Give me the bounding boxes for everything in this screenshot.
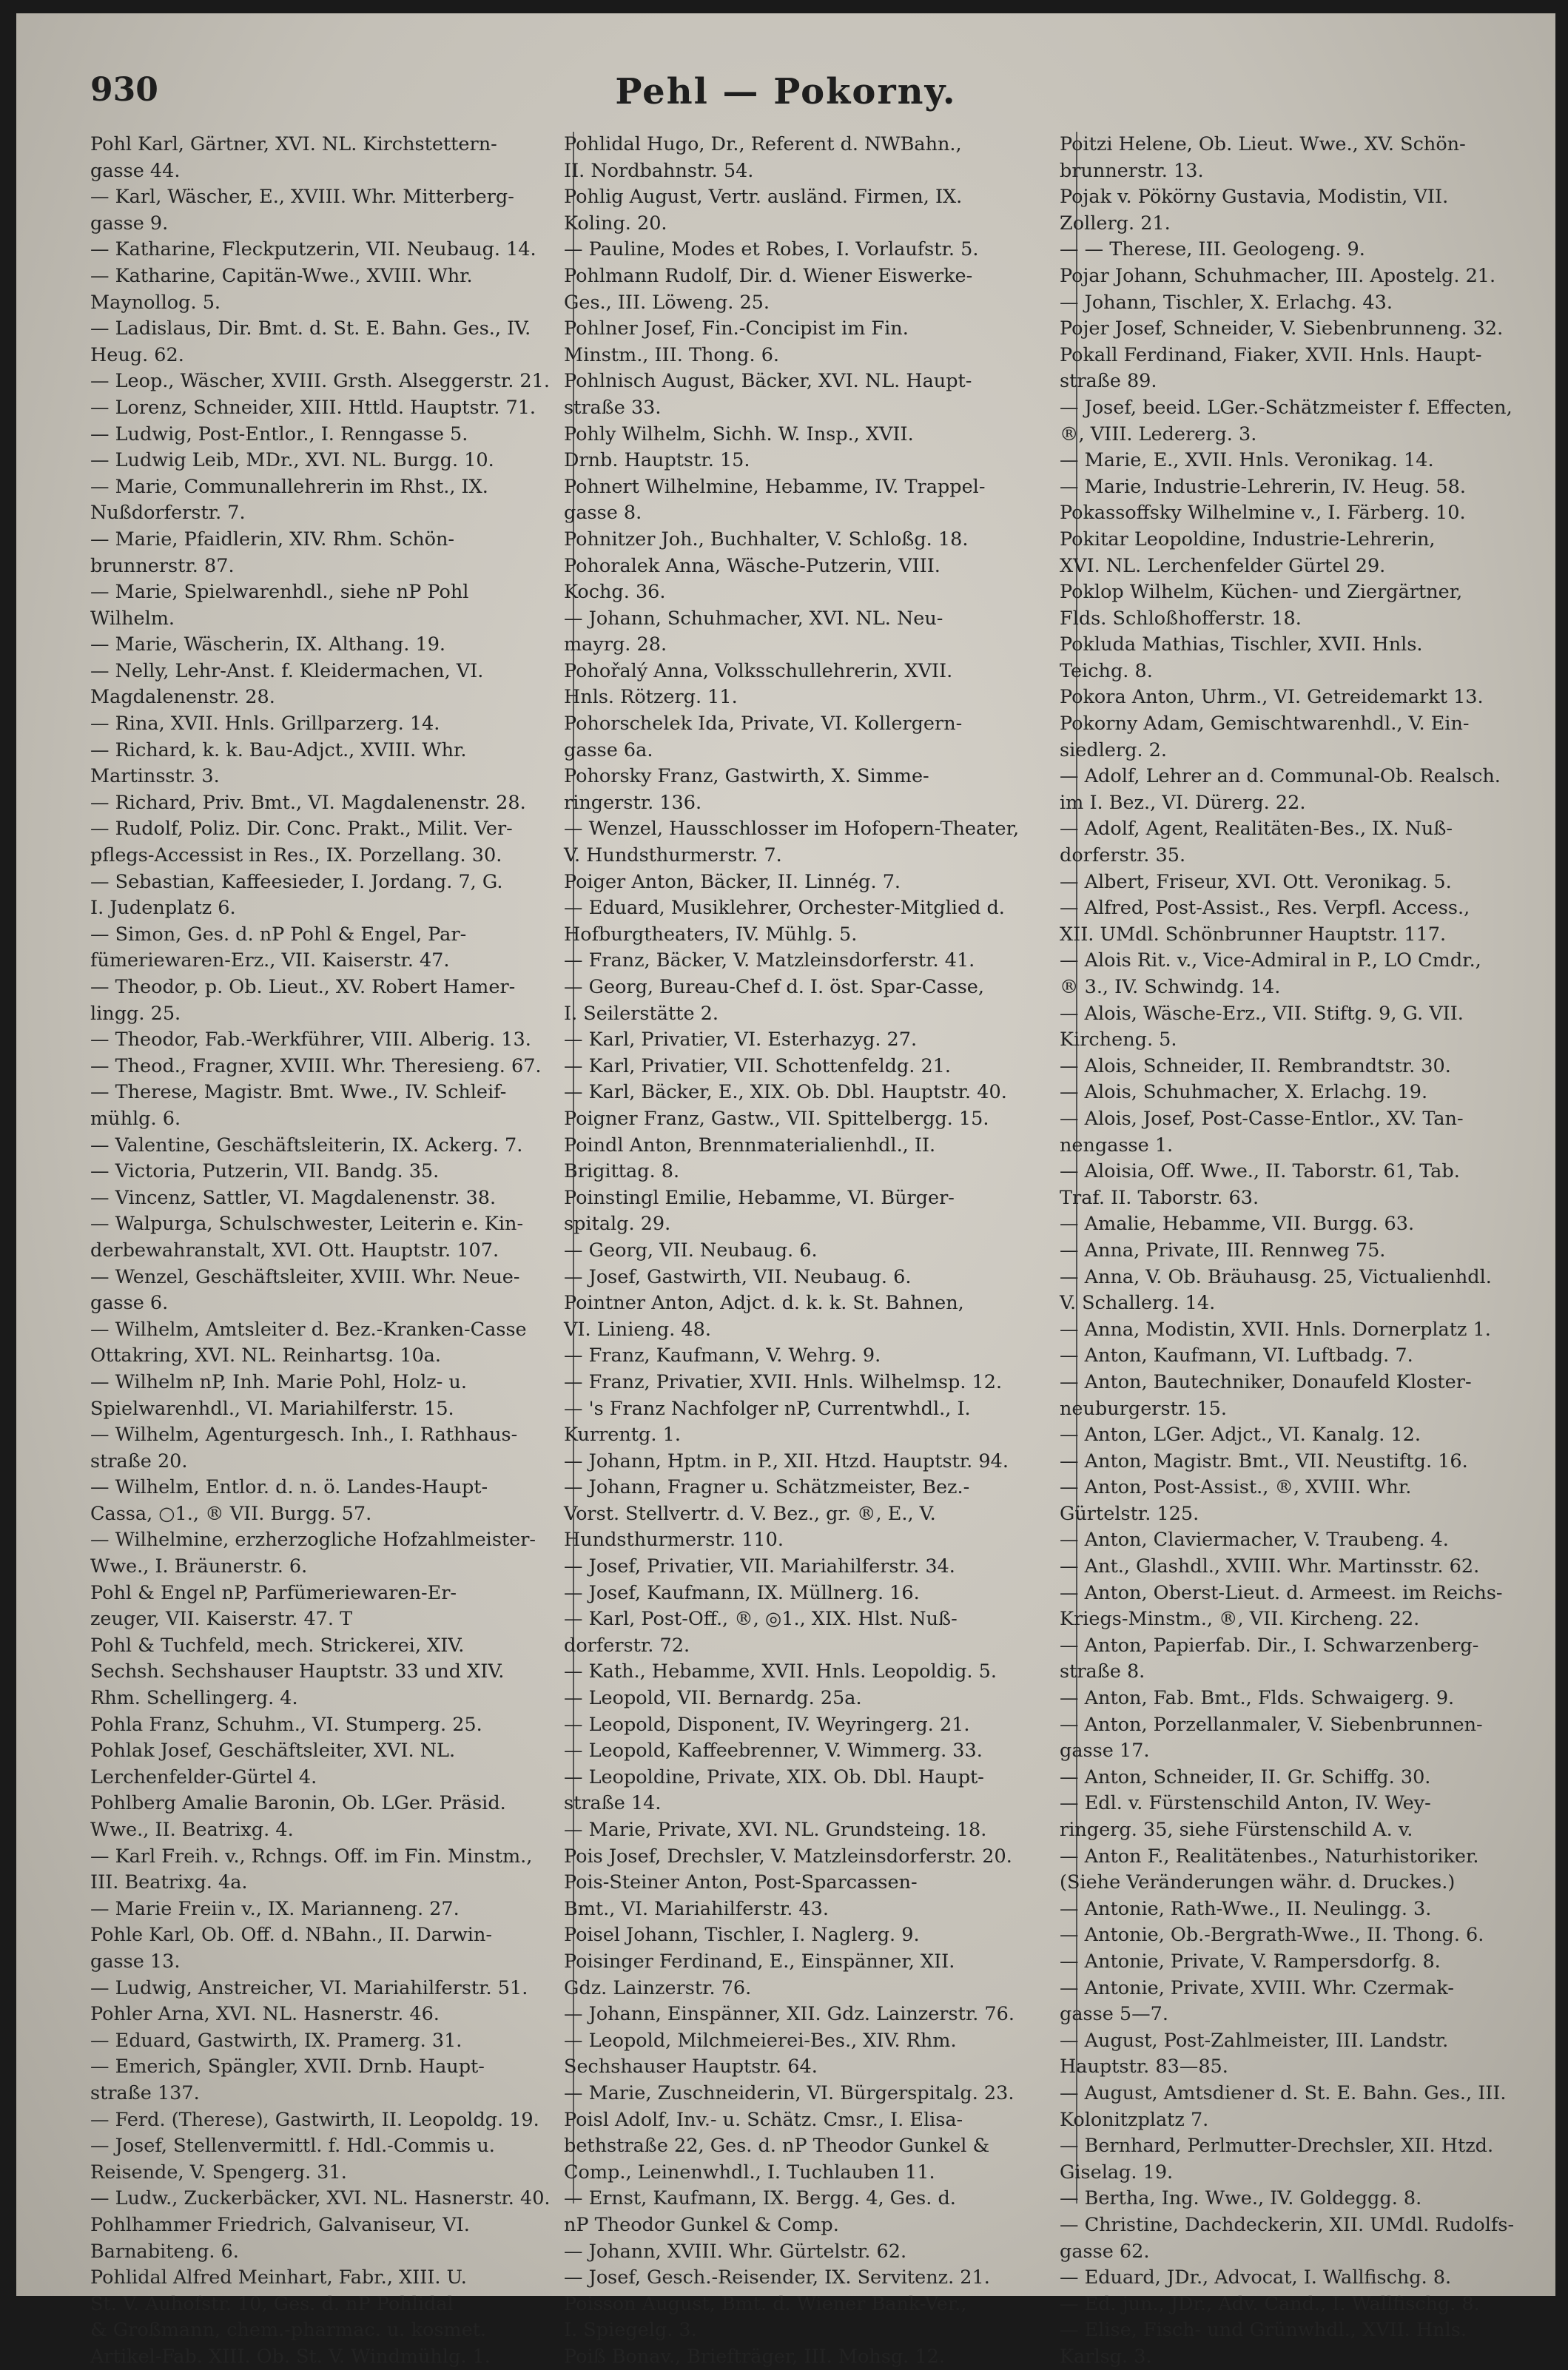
directory-line: — August, Post-Zahlmeister, III. Landstr. <box>1060 2029 1449 2052</box>
directory-line: Kriegs-Minstm., ®, VII. Kircheng. 22. <box>1060 1608 1420 1631</box>
directory-line: Pohly Wilhelm, Sichh. W. Insp., XVII. <box>564 423 914 445</box>
directory-line: — Simon, Ges. d. nP Pohl & Engel, Par- <box>90 923 467 946</box>
directory-line: — Eduard, Gastwirth, IX. Pramerg. 31. <box>90 2029 462 2052</box>
directory-line: — Leopoldine, Private, XIX. Ob. Dbl. Haupt- <box>564 1765 984 1788</box>
directory-line: Pokitar Leopoldine, Industrie-Lehrerin, <box>1060 528 1436 551</box>
directory-line: — Anna, Private, III. Rennweg 75. <box>1060 1239 1386 1262</box>
directory-line: Vorst. Stellvertr. d. V. Bez., gr. ®, E., V. <box>564 1502 936 1525</box>
directory-line: — Marie, Pfaidlerin, XIV. Rhm. Schön- <box>90 528 455 551</box>
directory-line: Pohlidal Alfred Meinhart, Fabr., XIII. U. <box>90 2266 467 2289</box>
directory-line: Pohl & Engel nP, Parfümeriewaren-Er- <box>90 1581 457 1604</box>
directory-line: Pohorschelek Ida, Private, VI. Kollergern- <box>564 713 963 735</box>
directory-line: Hauptstr. 83—85. <box>1060 2056 1228 2078</box>
directory-line: — Josef, Gastwirth, VII. Neubaug. 6. <box>564 1265 912 1288</box>
directory-line: — Leop., Wäscher, XVIII. Grsth. Alseggerstr. 21. <box>90 370 550 393</box>
directory-line: Poisl Adolf, Inv.- u. Schätz. Cmsr., I. Elisa- <box>564 2108 963 2131</box>
directory-line: Poisinger Ferdinand, E., Einspänner, XII. <box>564 1950 955 1973</box>
directory-line: Giselag. 19. <box>1060 2161 1174 2184</box>
directory-line: Karlsg. 3. <box>1060 2345 1152 2368</box>
directory-line: gasse 13. <box>90 1950 181 1973</box>
directory-line: Poinstingl Emilie, Hebamme, VI. Bürger- <box>564 1186 955 1209</box>
directory-line: Pohler Arna, XVI. NL. Hasnerstr. 46. <box>90 2003 440 2026</box>
directory-line: Pohl Karl, Gärtner, XVI. NL. Kirchstettern- <box>90 133 497 155</box>
directory-line: — Theodor, Fab.-Werkführer, VIII. Alberig. 13. <box>90 1029 531 1051</box>
directory-line: — Franz, Kaufmann, V. Wehrg. 9. <box>564 1344 881 1367</box>
directory-line: Poklop Wilhelm, Küchen- und Ziergärtner, <box>1060 581 1463 604</box>
directory-line: fümeriewaren-Erz., VII. Kaiserstr. 47. <box>90 949 450 972</box>
directory-line: lingg. 25. <box>90 1002 181 1025</box>
directory-line: — Anton, Kaufmann, VI. Luftbadg. 7. <box>1060 1344 1413 1367</box>
directory-line: — Antonie, Ob.-Bergrath-Wwe., II. Thong. 6. <box>1060 1924 1484 1947</box>
directory-line: — Wilhelmine, erzherzogliche Hofzahlmeister- <box>90 1529 536 1552</box>
directory-line: — Rina, XVII. Hnls. Grillparzerg. 14. <box>90 713 440 735</box>
directory-line: — Edl. v. Fürstenschild Anton, IV. Wey- <box>1060 1792 1431 1815</box>
directory-line: Pokassoffsky Wilhelmine v., I. Färberg. 10. <box>1060 502 1466 525</box>
directory-line: Kurrentg. 1. <box>564 1424 681 1447</box>
directory-line: ®, VIII. Ledererg. 3. <box>1060 423 1257 445</box>
directory-page <box>16 13 1555 2368</box>
directory-line: Rhm. Schellingerg. 4. <box>90 1687 298 1710</box>
directory-line: Pohla Franz, Schuhm., VI. Stumperg. 25. <box>90 1713 482 1736</box>
directory-line: Pojak v. Pökörny Gustavia, Modistin, VII. <box>1060 186 1449 209</box>
directory-line: Pohle Karl, Ob. Off. d. NBahn., II. Darwin- <box>90 1924 492 1947</box>
directory-line: — Leopold, Kaffeebrenner, V. Wimmerg. 33. <box>564 1740 983 1763</box>
running-head: Pehl — Pokorny. <box>615 71 957 112</box>
directory-line: straße 8. <box>1060 1660 1145 1683</box>
directory-line: Poisel Johann, Tischler, I. Naglerg. 9. <box>564 1924 920 1947</box>
directory-line: — Karl, Privatier, VII. Schottenfeldg. 21. <box>564 1054 952 1077</box>
directory-line: — Franz, Bäcker, V. Matzleinsdorferstr. 41. <box>564 949 975 972</box>
directory-line: — Ladislaus, Dir. Bmt. d. St. E. Bahn. Ges., IV. <box>90 317 531 340</box>
directory-line: — Ludwig, Post-Entlor., I. Renngasse 5. <box>90 423 468 445</box>
directory-line: — Emerich, Spängler, XVII. Drnb. Haupt- <box>90 2056 485 2078</box>
directory-line: — Anton, Post-Assist., ®, XVIII. Whr. <box>1060 1476 1412 1499</box>
directory-line: Pohlak Josef, Geschäftsleiter, XVI. NL. <box>90 1740 456 1763</box>
directory-line: — Ernst, Kaufmann, IX. Bergg. 4, Ges. d. <box>564 2187 956 2210</box>
directory-line: — Marie, Spielwarenhdl., siehe nP Pohl <box>90 581 469 604</box>
directory-line: gasse 62. <box>1060 2240 1150 2263</box>
directory-line: gasse 6a. <box>564 738 653 761</box>
directory-line: — Albert, Friseur, XVI. Ott. Veronikag. 5. <box>1060 870 1452 893</box>
directory-line: Poisson August, Bmt. d. Wiener Bank-Ver., <box>564 2292 967 2315</box>
directory-line: Pohorsky Franz, Gastwirth, X. Simme- <box>564 765 929 788</box>
directory-line: — 's Franz Nachfolger nP, Currentwhdl., I. <box>564 1397 971 1420</box>
directory-line: — Marie, Zuschneiderin, VI. Bürgerspitalg. 23. <box>564 2081 1015 2104</box>
directory-line: — Wilhelm, Amtsleiter d. Bez.-Kranken-Casse <box>90 1318 527 1341</box>
directory-line: — Johann, Einspänner, XII. Gdz. Lainzerstr. 76. <box>564 2003 1015 2026</box>
directory-line: Pohlig August, Vertr. ausländ. Firmen, IX. <box>564 186 963 209</box>
directory-line: Zollerg. 21. <box>1060 212 1171 235</box>
directory-line: brunnerstr. 13. <box>1060 159 1204 182</box>
directory-line: Spielwarenhdl., VI. Mariahilferstr. 15. <box>90 1397 454 1420</box>
directory-line: — Wenzel, Geschäftsleiter, XVIII. Whr. Neue- <box>90 1265 520 1288</box>
directory-line: spitalg. 29. <box>564 1213 671 1236</box>
directory-line: — Ant., Glashdl., XVIII. Whr. Martinsstr. 62. <box>1060 1555 1480 1578</box>
directory-line: — Wilhelm, Agenturgesch. Inh., I. Rathhaus- <box>90 1424 518 1447</box>
directory-line: derbewahranstalt, XVI. Ott. Hauptstr. 107. <box>90 1239 499 1262</box>
directory-line: Lerchenfelder-Gürtel 4. <box>90 1765 317 1788</box>
directory-line: straße 137. <box>90 2081 200 2104</box>
page-header <box>16 71 1555 123</box>
directory-line: Poiger Anton, Bäcker, II. Linnég. 7. <box>564 870 901 893</box>
directory-line: Ges., III. Löweng. 25. <box>564 291 770 314</box>
directory-line: — Katharine, Fleckputzerin, VII. Neubaug. 14. <box>90 238 536 261</box>
directory-line: straße 89. <box>1060 370 1157 393</box>
directory-line: — Anton F., Realitätenbes., Naturhistoriker. <box>1060 1845 1479 1868</box>
directory-line: — Anna, Modistin, XVII. Hnls. Dornerplatz 1. <box>1060 1318 1491 1341</box>
directory-line: Flds. Schloßhofferstr. 18. <box>1060 607 1302 630</box>
directory-line: — Anton, Claviermacher, V. Traubeng. 4. <box>1060 1529 1449 1552</box>
directory-line: Koling. 20. <box>564 212 667 235</box>
directory-line: Wwe., II. Beatrixg. 4. <box>90 1819 294 1841</box>
directory-line: — Karl, Wäscher, E., XVIII. Whr. Mitterberg- <box>90 186 514 209</box>
directory-line: Pohlmann Rudolf, Dir. d. Wiener Eiswerke- <box>564 264 973 287</box>
directory-line: — Johann, Hptm. in P., XII. Htzd. Hauptstr. 94. <box>564 1450 1009 1472</box>
directory-line: Kochg. 36. <box>564 581 666 604</box>
directory-line: — Sebastian, Kaffeesieder, I. Jordang. 7, G. <box>90 870 503 893</box>
directory-line: — Kath., Hebamme, XVII. Hnls. Leopoldig. 5. <box>564 1660 997 1683</box>
directory-line: — Josef, Privatier, VII. Mariahilferstr. 34. <box>564 1555 955 1578</box>
directory-line: Pointner Anton, Adjct. d. k. k. St. Bahnen, <box>564 1292 964 1315</box>
directory-line: — Alois, Josef, Post-Casse-Entlor., XV. Tan- <box>1060 1107 1464 1130</box>
directory-line: Kircheng. 5. <box>1060 1029 1177 1051</box>
directory-line: — Anton, Magistr. Bmt., VII. Neustiftg. 16. <box>1060 1450 1468 1472</box>
directory-line: — Richard, Priv. Bmt., VI. Magdalenenstr. 28. <box>90 791 526 814</box>
directory-line: — Karl, Post-Off., ®, ◎1., XIX. Hlst. Nuß- <box>564 1608 958 1631</box>
directory-line: Pois Josef, Drechsler, V. Matzleinsdorferstr. 20. <box>564 1845 1012 1868</box>
directory-line: Magdalenenstr. 28. <box>90 686 275 709</box>
directory-line: dorferstr. 35. <box>1060 844 1186 867</box>
directory-line: Hnls. Rötzerg. 11. <box>564 686 738 709</box>
directory-line: — Georg, VII. Neubaug. 6. <box>564 1239 818 1262</box>
directory-line: — Johann, Fragner u. Schätzmeister, Bez.- <box>564 1476 970 1499</box>
directory-line: Pokluda Mathias, Tischler, XVII. Hnls. <box>1060 633 1423 656</box>
directory-line: — Anton, Oberst-Lieut. d. Armeest. im Reichs- <box>1060 1581 1503 1604</box>
directory-line: Gdz. Lainzerstr. 76. <box>564 1976 752 1999</box>
directory-line: — Antonie, Private, V. Rampersdorfg. 8. <box>1060 1950 1441 1973</box>
directory-line: — Eduard, JDr., Advocat, I. Wallfischg. 8. <box>1060 2266 1452 2289</box>
directory-line: Wwe., I. Bräunerstr. 6. <box>90 1555 308 1578</box>
directory-line: Pojer Josef, Schneider, V. Siebenbrunneng. 32. <box>1060 317 1504 340</box>
directory-line: — Ludwig, Anstreicher, VI. Mariahilferstr. 51. <box>90 1976 528 1999</box>
directory-line: — Anton, Papierfab. Dir., I. Schwarzenberg- <box>1060 1634 1479 1657</box>
directory-line: & Großmann, chem.-pharmac. u. kosmet. <box>90 2319 487 2342</box>
directory-line: VI. Linieng. 48. <box>564 1318 711 1341</box>
directory-line: — Josef, Kaufmann, IX. Müllnerg. 16. <box>564 1581 920 1604</box>
directory-line: Pokorny Adam, Gemischtwarenhdl., V. Ein- <box>1060 713 1470 735</box>
directory-line: im I. Bez., VI. Dürerg. 22. <box>1060 791 1306 814</box>
directory-line: — Alois, Schneider, II. Rembrandtstr. 30. <box>1060 1054 1451 1077</box>
directory-line: I. Seilerstätte 2. <box>564 1002 719 1025</box>
directory-line: — Alois, Wäsche-Erz., VII. Stiftg. 9, G. VII. <box>1060 1002 1464 1025</box>
directory-line: — Anton, Fab. Bmt., Flds. Schwaigerg. 9. <box>1060 1687 1455 1710</box>
directory-line: Pohlberg Amalie Baronin, Ob. LGer. Präsid. <box>90 1792 506 1815</box>
directory-line: — Ludwig Leib, MDr., XVI. NL. Burgg. 10. <box>90 449 494 472</box>
directory-line: III. Beatrixg. 4a. <box>90 1871 248 1894</box>
directory-line: Pohl & Tuchfeld, mech. Strickerei, XIV. <box>90 1634 465 1657</box>
directory-line: — Leopold, Disponent, IV. Weyringerg. 21. <box>564 1713 970 1736</box>
directory-line: Heug. 62. <box>90 343 184 366</box>
directory-line: straße 33. <box>564 396 662 419</box>
directory-line: Hundsthurmerstr. 110. <box>564 1529 784 1552</box>
directory-line: Reisende, V. Spengerg. 31. <box>90 2161 347 2184</box>
directory-line: Hofburgtheaters, IV. Mühlg. 5. <box>564 923 858 946</box>
directory-line: Sechsh. Sechshauser Hauptstr. 33 und XIV. <box>90 1660 505 1683</box>
directory-line: — Karl, Bäcker, E., XIX. Ob. Dbl. Hauptstr. 40. <box>564 1081 1007 1104</box>
directory-line: brunnerstr. 87. <box>90 554 235 577</box>
directory-line: — Nelly, Lehr-Anst. f. Kleidermachen, VI. <box>90 659 484 682</box>
directory-line: Minstm., III. Thong. 6. <box>564 343 780 366</box>
directory-line: — Wenzel, Hausschlosser im Hofopern-Theater, <box>564 818 1020 841</box>
directory-line: Martinsstr. 3. <box>90 765 220 788</box>
directory-line: straße 20. <box>90 1450 188 1472</box>
directory-line: Drnb. Hauptstr. 15. <box>564 449 750 472</box>
directory-line: mühlg. 6. <box>90 1107 181 1130</box>
directory-line: ringerg. 35, siehe Fürstenschild A. v. <box>1060 1819 1413 1841</box>
directory-line: pflegs-Accessist in Res., IX. Porzellang. 30. <box>90 844 502 867</box>
directory-line: — Eduard, Musiklehrer, Orchester-Mitglied d. <box>564 897 1005 920</box>
directory-line: — Anton, Schneider, II. Gr. Schiffg. 30. <box>1060 1765 1431 1788</box>
directory-line: Sechshauser Hauptstr. 64. <box>564 2056 818 2078</box>
directory-line: (Siehe Veränderungen währ. d. Druckes.) <box>1060 1871 1456 1894</box>
directory-line: — Lorenz, Schneider, XIII. Httld. Hauptstr. 71. <box>90 396 536 419</box>
directory-line: Comp., Leinenwhdl., I. Tuchlauben 11. <box>564 2161 935 2184</box>
directory-line: I. Spiegelg. 3. <box>564 2319 697 2342</box>
directory-line: mayrg. 28. <box>564 633 667 656</box>
directory-line: — August, Amtsdiener d. St. E. Bahn. Ges., III. <box>1060 2081 1507 2104</box>
directory-line: ringerstr. 136. <box>564 791 702 814</box>
directory-line: Brigittag. 8. <box>564 1160 680 1183</box>
directory-line: — Katharine, Capitän-Wwe., XVIII. Whr. <box>90 264 473 287</box>
directory-line: gasse 6. <box>90 1292 169 1315</box>
directory-line: Nußdorferstr. 7. <box>90 502 246 525</box>
directory-line: — Anton, LGer. Adjct., VI. Kanalg. 12. <box>1060 1424 1421 1447</box>
page-number: 930 <box>90 71 158 109</box>
column-2 <box>564 132 1067 2368</box>
directory-line: Wilhelm. <box>90 607 175 630</box>
directory-line: Poigner Franz, Gastw., VII. Spittelbergg. 15. <box>564 1107 989 1130</box>
directory-line: — Marie Freiin v., IX. Marianneng. 27. <box>90 1897 460 1920</box>
directory-line: Traf. II. Taborstr. 63. <box>1060 1186 1259 1209</box>
directory-line: XVI. NL. Lerchenfelder Gürtel 29. <box>1060 554 1386 577</box>
directory-line: — Johann, Schuhmacher, XVI. NL. Neu- <box>564 607 943 630</box>
directory-line: nengasse 1. <box>1060 1134 1174 1157</box>
directory-line: ® 3., IV. Schwindg. 14. <box>1060 976 1281 998</box>
directory-line: — Adolf, Agent, Realitäten-Bes., IX. Nuß- <box>1060 818 1453 841</box>
directory-line: — Therese, Magistr. Bmt. Wwe., IV. Schleif- <box>90 1081 507 1104</box>
directory-line: — Marie, Industrie-Lehrerin, IV. Heug. 58. <box>1060 475 1466 498</box>
directory-line: Pohořalý Anna, Volksschullehrerin, XVII. <box>564 659 953 682</box>
directory-line: — Marie, Wäscherin, IX. Althang. 19. <box>90 633 446 656</box>
directory-line: gasse 5—7. <box>1060 2003 1168 2026</box>
directory-line: — Bertha, Ing. Wwe., IV. Goldeggg. 8. <box>1060 2187 1422 2210</box>
directory-line: gasse 8. <box>564 502 642 525</box>
directory-line: nP Theodor Gunkel & Comp. <box>564 2213 839 2236</box>
directory-line: Bmt., VI. Mariahilferstr. 43. <box>564 1897 829 1920</box>
directory-line: Barnabiteng. 6. <box>90 2240 239 2263</box>
directory-line: — Vincenz, Sattler, VI. Magdalenenstr. 38. <box>90 1186 497 1209</box>
directory-line: Poiß Bonav., Briefträger, III. Mohsg. 12. <box>564 2345 945 2368</box>
directory-line: — Ferd. (Therese), Gastwirth, II. Leopoldg. 19. <box>90 2108 539 2131</box>
directory-line: — Franz, Privatier, XVII. Hnls. Wilhelmsp. 12. <box>564 1370 1003 1393</box>
directory-line: — Wilhelm nP, Inh. Marie Pohl, Holz- u. <box>90 1370 467 1393</box>
directory-line: — Anna, V. Ob. Bräuhausg. 25, Victualienhdl. <box>1060 1265 1492 1288</box>
directory-line: — Alois, Schuhmacher, X. Erlachg. 19. <box>1060 1081 1428 1104</box>
directory-line: dorferstr. 72. <box>564 1634 690 1657</box>
directory-line: Pohlhammer Friedrich, Galvaniseur, VI. <box>90 2213 470 2236</box>
directory-line: Ottakring, XVI. NL. Reinhartsg. 10a. <box>90 1344 441 1367</box>
directory-line: — — Therese, III. Geologeng. 9. <box>1060 238 1365 261</box>
directory-line: — Victoria, Putzerin, VII. Bandg. 35. <box>90 1160 440 1183</box>
directory-line: — Wilhelm, Entlor. d. n. ö. Landes-Haupt- <box>90 1476 488 1499</box>
directory-line: Kolonitzplatz 7. <box>1060 2108 1209 2131</box>
directory-line: — Walpurga, Schulschwester, Leiterin e. Kin- <box>90 1213 524 1236</box>
directory-line: Pohnert Wilhelmine, Hebamme, IV. Trappel- <box>564 475 986 498</box>
directory-line: bethstraße 22, Ges. d. nP Theodor Gunkel & <box>564 2135 990 2158</box>
directory-line: — Karl Freih. v., Rchngs. Off. im Fin. Minstm., <box>90 1845 533 1868</box>
directory-line: — Antonie, Rath-Wwe., II. Neulingg. 3. <box>1060 1897 1432 1920</box>
directory-line: Pohnitzer Joh., Buchhalter, V. Schloßg. 18. <box>564 528 969 551</box>
directory-line: — Antonie, Private, XVIII. Whr. Czermak- <box>1060 1976 1455 1999</box>
directory-line: — Josef, Gesch.-Reisender, IX. Servitenz. 21. <box>564 2266 990 2289</box>
directory-line: — Adolf, Lehrer an d. Communal-Ob. Realsch. <box>1060 765 1501 788</box>
directory-line: V. Hundsthurmerstr. 7. <box>564 844 782 867</box>
directory-line: — Richard, k. k. Bau-Adjct., XVIII. Whr. <box>90 738 467 761</box>
directory-line: zeuger, VII. Kaiserstr. 47. T <box>90 1608 353 1631</box>
directory-line: Teichg. 8. <box>1060 659 1153 682</box>
directory-line: — Marie, E., XVII. Hnls. Veronikag. 14. <box>1060 449 1434 472</box>
directory-line: — Valentine, Geschäftsleiterin, IX. Ackerg. 7. <box>90 1134 523 1157</box>
directory-line: Pohlnisch August, Bäcker, XVI. NL. Haupt- <box>564 370 972 393</box>
directory-line: — Leopold, Milchmeierei-Bes., XIV. Rhm. <box>564 2029 957 2052</box>
directory-line: — Pauline, Modes et Robes, I. Vorlaufstr. 5. <box>564 238 979 261</box>
directory-line: — Christine, Dachdeckerin, XII. UMdl. Rudolfs- <box>1060 2213 1515 2236</box>
directory-line: — Amalie, Hebamme, VII. Burgg. 63. <box>1060 1213 1415 1236</box>
directory-line: Pohlner Josef, Fin.-Concipist im Fin. <box>564 317 909 340</box>
directory-line: — Marie, Communallehrerin im Rhst., IX. <box>90 475 488 498</box>
directory-line: V. Schallerg. 14. <box>1060 1292 1216 1315</box>
directory-line: — Theodor, p. Ob. Lieut., XV. Robert Hamer- <box>90 976 516 998</box>
directory-line: — Johann, Tischler, X. Erlachg. 43. <box>1060 291 1393 314</box>
directory-line: — Anton, Bautechniker, Donaufeld Kloster- <box>1060 1370 1472 1393</box>
directory-line: gasse 44. <box>90 159 181 182</box>
directory-line: Pojar Johann, Schuhmacher, III. Apostelg. 21. <box>1060 264 1496 287</box>
directory-line: — Rudolf, Poliz. Dir. Conc. Prakt., Milit. Ver- <box>90 818 513 841</box>
directory-line: Pohlidal Hugo, Dr., Referent d. NWBahn., <box>564 133 962 155</box>
directory-line: Pokora Anton, Uhrm., VI. Getreidemarkt 13. <box>1060 686 1484 709</box>
directory-line: St. V. Auhofstr. 10, Ges. d. nP Pohlidal <box>90 2292 454 2315</box>
directory-line: — Johann, XVIII. Whr. Gürtelstr. 62. <box>564 2240 907 2263</box>
directory-line: gasse 17. <box>1060 1740 1150 1763</box>
directory-line: — Alois Rit. v., Vice-Admiral in P., LO Cmdr., <box>1060 949 1481 972</box>
directory-line: Gürtelstr. 125. <box>1060 1502 1199 1525</box>
directory-line: I. Judenplatz 6. <box>90 897 236 920</box>
directory-line: Poitzi Helene, Ob. Lieut. Wwe., XV. Schön- <box>1060 133 1466 155</box>
directory-line: Pokall Ferdinand, Fiaker, XVII. Hnls. Haupt- <box>1060 343 1482 366</box>
directory-line: Poindl Anton, Brennmaterialienhdl., II. <box>564 1134 936 1157</box>
directory-line: XII. UMdl. Schönbrunner Hauptstr. 117. <box>1060 923 1447 946</box>
directory-line: — Aloisia, Off. Wwe., II. Taborstr. 61, Tab. <box>1060 1160 1460 1183</box>
directory-line: straße 14. <box>564 1792 662 1815</box>
directory-line: — Karl, Privatier, VI. Esterhazyg. 27. <box>564 1029 918 1051</box>
directory-line: neuburgerstr. 15. <box>1060 1397 1227 1420</box>
directory-line: siedlerg. 2. <box>1060 738 1167 761</box>
directory-line: gasse 9. <box>90 212 169 235</box>
directory-line: — Elise, Fisch- und Grünwhdl., XVII. Hnls. <box>1060 2319 1467 2342</box>
directory-line: — Theod., Fragner, XVIII. Whr. Theresieng. 67. <box>90 1054 542 1077</box>
directory-line: — Ed. jun., JDr., Adv. Cand., I. Wallfischg. 8. <box>1060 2292 1480 2315</box>
directory-line: — Josef, beeid. LGer.-Schätzmeister f. Effecten, <box>1060 396 1513 419</box>
directory-line: Artikel-Fab. XIII. Ob. St. V. Windmühlg. 1. <box>90 2345 491 2368</box>
directory-line: Maynollog. 5. <box>90 291 221 314</box>
directory-line: — Anton, Porzellanmaler, V. Siebenbrunnen- <box>1060 1713 1483 1736</box>
column-1 <box>90 132 579 2368</box>
directory-line: II. Nordbahnstr. 54. <box>564 159 754 182</box>
directory-line: — Josef, Stellenvermittl. f. Hdl.-Commis u. <box>90 2135 495 2158</box>
directory-line: Pohoralek Anna, Wäsche-Putzerin, VIII. <box>564 554 941 577</box>
column-3 <box>1060 132 1533 2368</box>
directory-line: — Ludw., Zuckerbäcker, XVI. NL. Hasnerstr. 40. <box>90 2187 551 2210</box>
directory-line: — Leopold, VII. Bernardg. 25a. <box>564 1687 862 1710</box>
directory-line: Cassa, ○1., ® VII. Burgg. 57. <box>90 1502 372 1525</box>
directory-line: — Bernhard, Perlmutter-Drechsler, XII. Htzd. <box>1060 2135 1494 2158</box>
directory-line: — Alfred, Post-Assist., Res. Verpfl. Access., <box>1060 897 1470 920</box>
directory-line: — Marie, Private, XVI. NL. Grundsteing. 18. <box>564 1819 987 1841</box>
directory-line: Pois-Steiner Anton, Post-Sparcassen- <box>564 1871 918 1894</box>
directory-line: — Georg, Bureau-Chef d. I. öst. Spar-Casse, <box>564 976 984 998</box>
